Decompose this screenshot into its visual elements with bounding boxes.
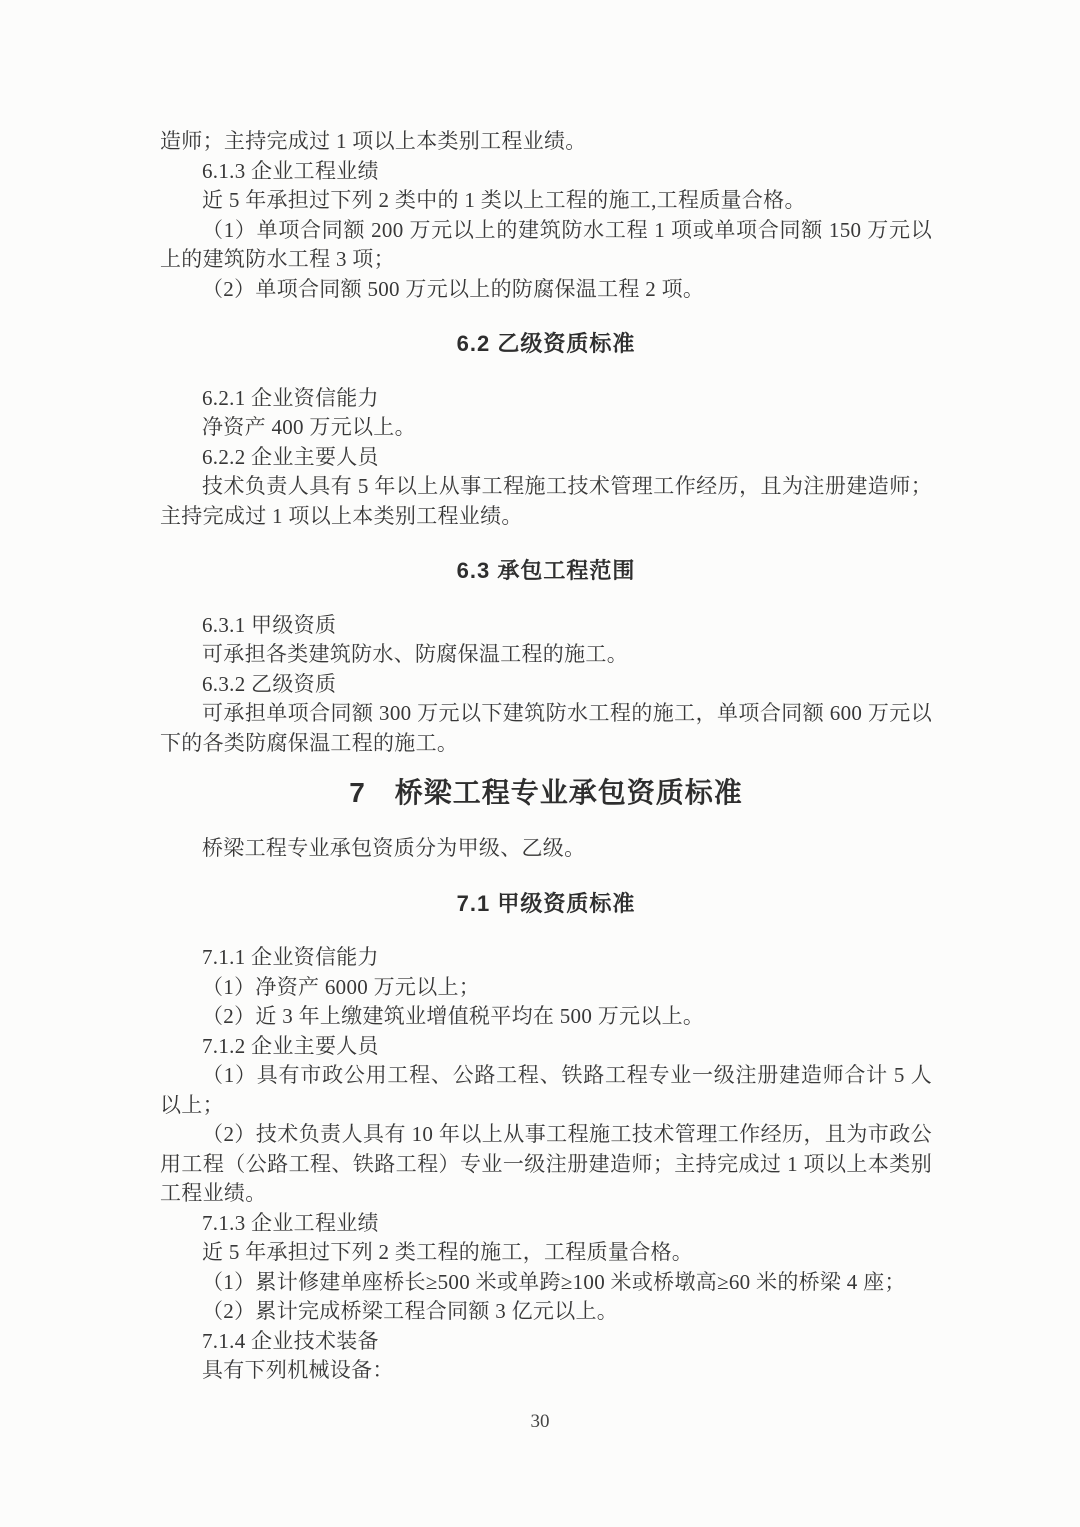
paragraph: 6.3.1 甲级资质	[202, 612, 337, 637]
page-number: 30	[530, 1411, 550, 1432]
paragraph: 可承担单项合同额 300 万元以下建筑防水工程的施工，单项合同额 600 万元以下的各类防腐保温工程的施工。	[160, 701, 932, 755]
paragraph: 近 5 年承担过下列 2 类中的 1 类以上工程的施工,工程质量合格。	[202, 188, 806, 212]
paragraph: （2）单项合同额 500 万元以上的防腐保温工程 2 项。	[202, 276, 705, 301]
paragraph: 可承担各类建筑防水、防腐保温工程的施工。	[202, 642, 628, 666]
paragraph: （2）技术负责人具有 10 年以上从事工程施工技术管理工作经历，且为市政公用工程（公路工程、铁路工程）专业一级注册建造师；主持完成过 1 项以上本类别工程业绩。	[160, 1122, 932, 1205]
paragraph: （1）单项合同额 200 万元以上的建筑防水工程 1 项或单项合同额 150 万元以上的建筑防水工程 3 项；	[160, 217, 932, 271]
document-content	[160, 127, 932, 1386]
paragraph: 6.2.1 企业资信能力	[202, 385, 379, 410]
paragraph: （2）累计完成桥梁工程合同额 3 亿元以上。	[202, 1299, 619, 1323]
paragraph: 具有下列机械设备：	[202, 1358, 394, 1382]
paragraph: 技术负责人具有 5 年以上从事工程施工技术管理工作经历，且为注册建造师；主持完成过 1 项以上本类别工程业绩。	[160, 474, 932, 528]
section-heading: 6.3 承包工程范围	[456, 558, 636, 583]
paragraph: 6.1.3 企业工程业绩	[202, 158, 379, 183]
paragraph: 近 5 年承担过下列 2 类工程的施工，工程质量合格。	[202, 1240, 694, 1264]
paragraph: 造师；主持完成过 1 项以上本类别工程业绩。	[160, 129, 587, 153]
paragraph: 6.2.2 企业主要人员	[202, 444, 379, 469]
paragraph: 7.1.1 企业资信能力	[202, 945, 379, 969]
paragraph: 净资产 400 万元以上。	[202, 415, 416, 439]
chapter-heading: 7 桥梁工程专业承包资质标准	[349, 777, 743, 808]
paragraph: 7.1.4 企业技术装备	[202, 1328, 379, 1353]
paragraph: 7.1.3 企业工程业绩	[202, 1210, 379, 1235]
paragraph: （1）具有市政公用工程、公路工程、铁路工程专业一级注册建造师合计 5 人以上；	[160, 1063, 932, 1117]
paragraph: 6.3.2 乙级资质	[202, 671, 337, 696]
section-heading: 6.2 乙级资质标准	[456, 331, 636, 356]
paragraph: （1）净资产 6000 万元以上；	[202, 974, 481, 999]
paragraph: 桥梁工程专业承包资质分为甲级、乙级。	[202, 836, 586, 860]
section-heading: 7.1 甲级资质标准	[456, 890, 636, 916]
paragraph: （1）累计修建单座桥长≥500 米或单跨≥100 米或桥墩高≥60 米的桥梁 4 座；	[202, 1269, 906, 1294]
paragraph: （2）近 3 年上缴建筑业增值税平均在 500 万元以上。	[202, 1004, 705, 1028]
paragraph: 7.1.2 企业主要人员	[202, 1033, 379, 1058]
